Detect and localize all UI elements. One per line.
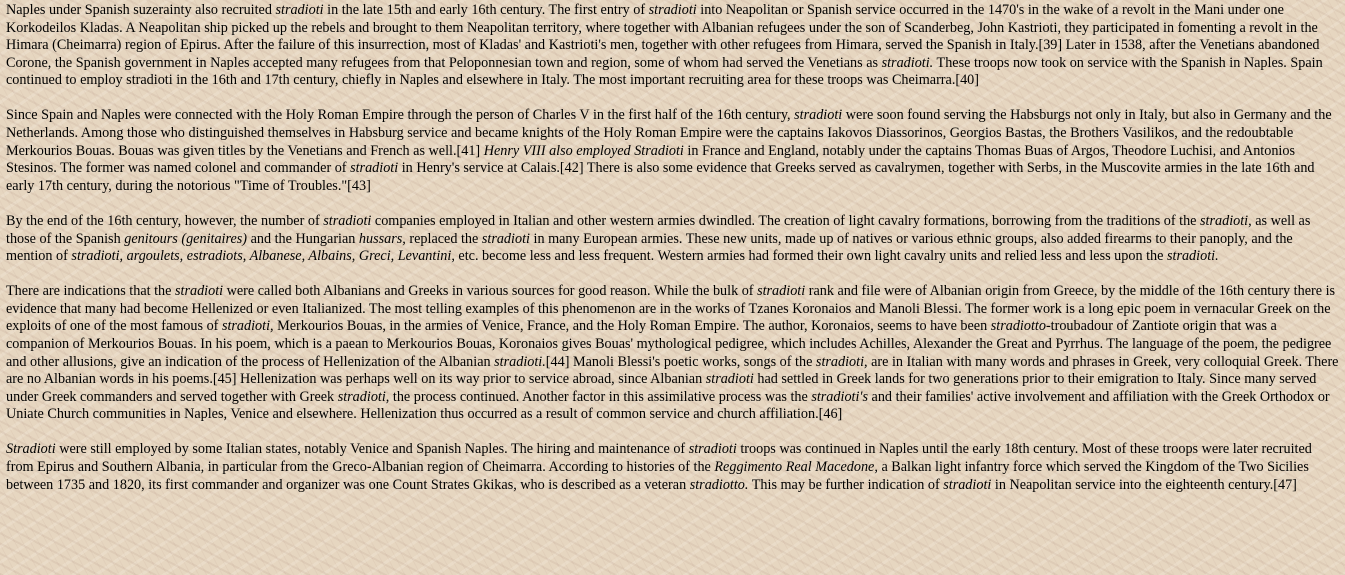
text-run: were still employed by some Italian states, notably Venice and Spanish Naples. The hiring and maintenance of xyxy=(55,441,689,458)
text-run: and the Hungarian xyxy=(247,230,359,247)
italic-term: genitours (genitaires) xyxy=(124,230,248,247)
italic-term: Reggimento Real Macedone, xyxy=(714,459,878,476)
text-run: and their families' active involvement and affiliation with the Greek Orthodox or Uniate Church communities in Naples, Venice and elsewhere. Hellenization thus occurred as a result of common service and church affiliation.[46] xyxy=(6,388,1330,423)
text-run: had settled in Greek lands for two generations prior to their emigration to Italy. Since many served under Greek commanders and served together with Greek xyxy=(6,371,1317,405)
italic-term: stradiotto. xyxy=(689,476,749,493)
italic-term: stradioti xyxy=(323,212,372,229)
text-run: etc. become less and less frequent. Western armies had formed their own light cavalry units and relied less and less upon the xyxy=(454,248,1167,265)
text-run: the process continued. Another factor in this assimilative process was the xyxy=(389,388,812,405)
text-run: Merkourios Bouas, in the armies of Venice, France, and the Holy Roman Empire. The author, Koronaios, seems to have been xyxy=(273,318,991,335)
italic-term: stradioti xyxy=(275,2,324,18)
text-run: are in Italian with many words and phrases in Greek, very colloquial Greek. There are no Albanian words in his poems.[45] Hellenization was perhaps well on its way prior to service abroad, since Albanian xyxy=(6,353,1339,388)
text-run: replaced the xyxy=(405,230,482,247)
text-run: into Neapolitan or Spanish service occurred in the 1470's in the wake of a revolt in the Mani under one Korkodeilos Kladas. A Neapolitan ship picked up the rebels and brought to them Neapolitan territory, where together with Albanian refugees under the son of Scanderbeg, John Kastrioti, they participated in fomenting a revolt in the Himara (Cheimarra) region of Epirus. After the failure of this insurrection, most of Kladas' and Kastrioti's men, together with other refugees from Himara, served the Spanish in Italy.[39] Later in 1538, after the Venetians abandoned Corone, the Spanish government in Naples accepted many refugees from that Peloponnesian town and region, some of whom had served the Venetians as xyxy=(6,2,1320,71)
text-run: in Henry's service at Calais.[42] There is also some evidence that Greeks served as cavalrymen, together with Serbs, in the Muscovite armies in the late 16th and early 17th century, during the notorious "Time of Troubles."[43] xyxy=(6,160,1315,194)
italic-term: stradioti. xyxy=(881,54,934,71)
italic-term: stradioti xyxy=(757,283,806,300)
text-run: were soon found serving the Habsburgs not only in Italy, but also in Germany and the Netherlands. Among those who distinguished themselves in Habsburg service and became knights of the Holy Roman Empire were the captains Iakovos Diassorinos, Georgios Bastas, the Brothers Vasilikos, and the redoubtable Merkourios Bouas. Bouas was given titles by the Venetians and French as well.[41] xyxy=(6,107,1332,159)
text-run: a Balkan light infantry force which served the Kingdom of the Two Sicilies between 1735 and 1820, its first commander and organizer was one Count Strates Gkikas, who is described as a veteran xyxy=(6,459,1309,493)
text-run: -troubadour of Zantiote origin that was a companion of Merkourios Bouas. In his poem, which is a paean to Merkourios Bouas, Koronaios gives Bouas' mythological pedigree, which includes Achilles, Alexander the Great and Pyrrhus. The language of the poem, the pedigree and other allusions, give an indication of the process of Hellenization of the Albanian xyxy=(6,318,1332,370)
text-run: This may be further indication of xyxy=(748,476,944,493)
italic-term: stradioti xyxy=(688,441,737,458)
text-run: as well as those of the Spanish xyxy=(6,212,1311,247)
text-run: companies employed in Italian and other western armies dwindled. The creation of light cavalry formations, borrowing from the traditions of the xyxy=(371,212,1201,229)
italic-term: stradioti. xyxy=(494,353,546,370)
paragraph-4 xyxy=(6,283,1342,424)
italic-term: stradioti, xyxy=(221,318,274,335)
paragraph-5 xyxy=(6,441,1342,494)
italic-term: stradioti xyxy=(350,160,399,177)
article-body xyxy=(6,2,1342,494)
paragraph-2 xyxy=(6,107,1342,195)
text-run: By the end of the 16th century, however, the number of xyxy=(6,212,324,229)
italic-term: stradioti's xyxy=(811,388,868,405)
italic-term: stradiotto xyxy=(990,318,1046,335)
italic-term: stradioti, xyxy=(1200,212,1252,229)
italic-term: stradioti xyxy=(794,107,843,124)
text-run: rank and file were of Albanian origin from Greece, by the middle of the 16th century there is evidence that many had become Hellenized or even Italianized. The most telling examples of this phenomenon are in the works of Tzanes Koronaios and Manoli Blessi. The former work is a long epic poem in vernacular Greek on the exploits of one of the most famous of xyxy=(6,283,1336,335)
italic-term: stradioti xyxy=(648,2,697,18)
italic-term: stradioti. xyxy=(1166,248,1219,265)
text-run: in many European armies. These new units, made up of natives or various ethnic groups, also added firearms to their panoply, and the mention of xyxy=(6,230,1293,265)
italic-term: Henry VIII also employed Stradioti xyxy=(483,142,684,159)
text-run: [44] Manoli Blessi's poetic works, songs of the xyxy=(545,353,816,370)
italic-term: stradioti xyxy=(175,283,224,300)
text-run: in the late 15th and early 16th century. The first entry of xyxy=(323,2,649,18)
italic-term: stradioti xyxy=(481,230,530,247)
text-run: These troops now took on service with the Spanish in Naples. Spain continued to employ stradioti in the 16th and 17th century, chiefly in Naples and elsewhere in Italy. The most important recruiting area for these troops was Cheimarra.[40] xyxy=(6,54,1323,89)
italic-term: stradioti xyxy=(943,476,992,493)
text-run: Naples under Spanish suzerainty also recruited xyxy=(6,2,276,18)
text-run: Since Spain and Naples were connected with the Holy Roman Empire through the person of Charles V in the first half of the 16th century, xyxy=(6,107,795,124)
paragraph-1 xyxy=(6,2,1342,90)
paragraph-3 xyxy=(6,213,1342,266)
text-run: troops was continued in Naples until the early 18th century. Most of these troops were later recruited from Epirus and Southern Albania, in particular from the Greco-Albanian region of Cheimarra. According to histories of the xyxy=(6,441,1312,476)
italic-term: Stradioti xyxy=(6,441,56,458)
italic-term: stradioti xyxy=(705,371,754,388)
italic-term: stradioti, xyxy=(337,388,390,405)
italic-term: stradioti, argoulets, estradiots, Albanese, Albains, Greci, Levantini, xyxy=(71,248,455,265)
text-run: were called both Albanians and Greeks in various sources for good reason. While the bulk of xyxy=(223,283,758,300)
italic-term: hussars, xyxy=(358,230,406,247)
text-run: There are indications that the xyxy=(6,283,175,300)
italic-term: stradioti, xyxy=(815,353,868,370)
text-run: in France and England, notably under the captains Thomas Buas of Argos, Theodore Luchisi, and Antonios Stesinos. The former was named colonel and commander of xyxy=(6,142,1295,177)
text-run: in Neapolitan service into the eighteenth century.[47] xyxy=(991,476,1297,493)
